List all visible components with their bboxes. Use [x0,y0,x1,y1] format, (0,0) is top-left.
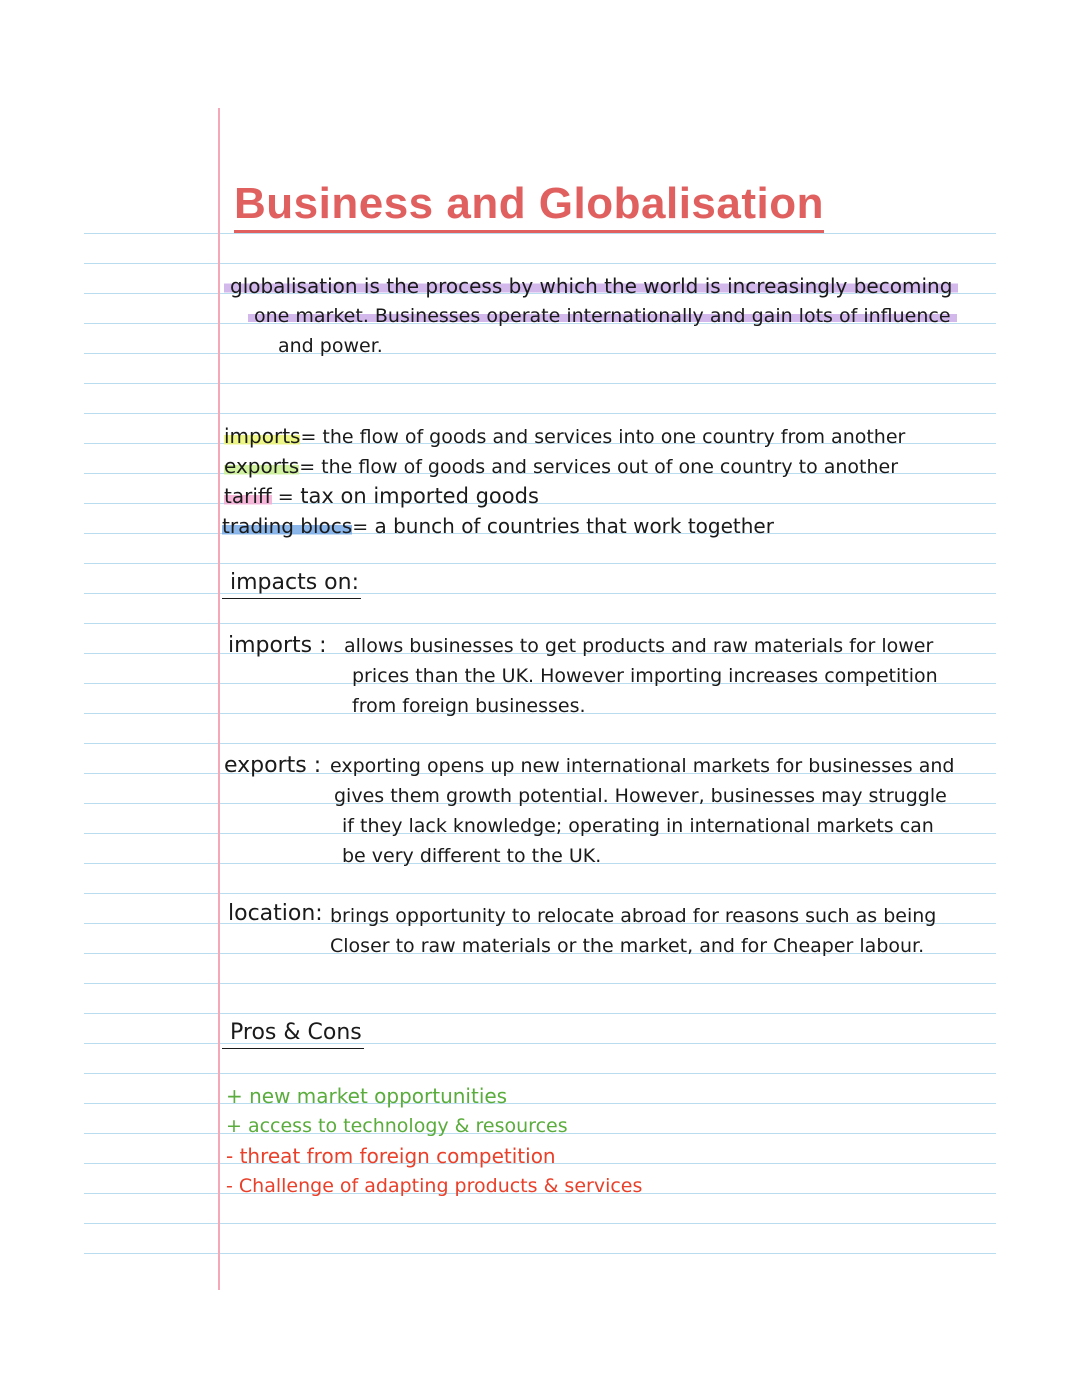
ruled-line [84,983,996,984]
definition-line-2: one market. Businesses operate internationally and gain lots of influence [254,302,951,330]
impact-location-line-1: brings opportunity to relocate abroad for reasons such as being [330,905,937,927]
impacts-heading: impacts on: [222,568,361,599]
pro-item: + access to technology & resources [226,1115,568,1137]
impact-label-location: location: [228,901,323,926]
definition-line-1: globalisation is the process by which the world is increasingly becoming [230,272,952,300]
ruled-line [84,263,996,264]
impact-imports-line-3: from foreign businesses. [352,695,586,717]
page-title: Business and Globalisation [234,178,824,233]
ruled-line [84,383,996,384]
con-item: - Challenge of adapting products & services [226,1175,643,1197]
pros-cons-heading: Pros & Cons [222,1018,364,1049]
pro-item: + new market opportunities [226,1084,508,1108]
definition-line-3: and power. [278,335,383,357]
margin-line [218,108,220,1290]
term-tariff: tariff = tax on imported goods [224,484,539,508]
impact-exports-line-3: if they lack knowledge; operating in international markets can [342,815,934,837]
ruled-line [84,1043,996,1044]
ruled-line [84,1253,996,1254]
ruled-line [84,1073,996,1074]
term-trading-blocs: trading blocs= a bunch of countries that work together [222,514,774,538]
ruled-line [84,623,996,624]
ruled-line [84,593,996,594]
impact-label-exports: exports : [224,753,322,778]
ruled-line [84,503,996,504]
ruled-line [84,1013,996,1014]
impact-imports-line-1: allows businesses to get products and raw materials for lower [344,635,934,657]
ruled-line [84,233,996,234]
con-item: - threat from foreign competition [226,1144,556,1168]
ruled-line [84,743,996,744]
ruled-line [84,1103,996,1104]
impact-location-line-2: Closer to raw materials or the market, and for Cheaper labour. [330,935,925,957]
ruled-line [84,563,996,564]
impact-exports-line-1: exporting opens up new international markets for businesses and [330,755,955,777]
impact-imports-line-2: prices than the UK. However importing increases competition [352,665,938,687]
ruled-line [84,353,996,354]
term-imports: imports= the flow of goods and services into one country from another [224,424,906,448]
ruled-line [84,413,996,414]
ruled-line [84,1223,996,1224]
impact-exports-line-4: be very different to the UK. [342,845,602,867]
impact-exports-line-2: gives them growth potential. However, businesses may struggle [334,785,947,807]
ruled-line [84,893,996,894]
impact-label-imports: imports : [228,633,327,658]
term-exports: exports= the flow of goods and services out of one country to another [224,454,899,478]
